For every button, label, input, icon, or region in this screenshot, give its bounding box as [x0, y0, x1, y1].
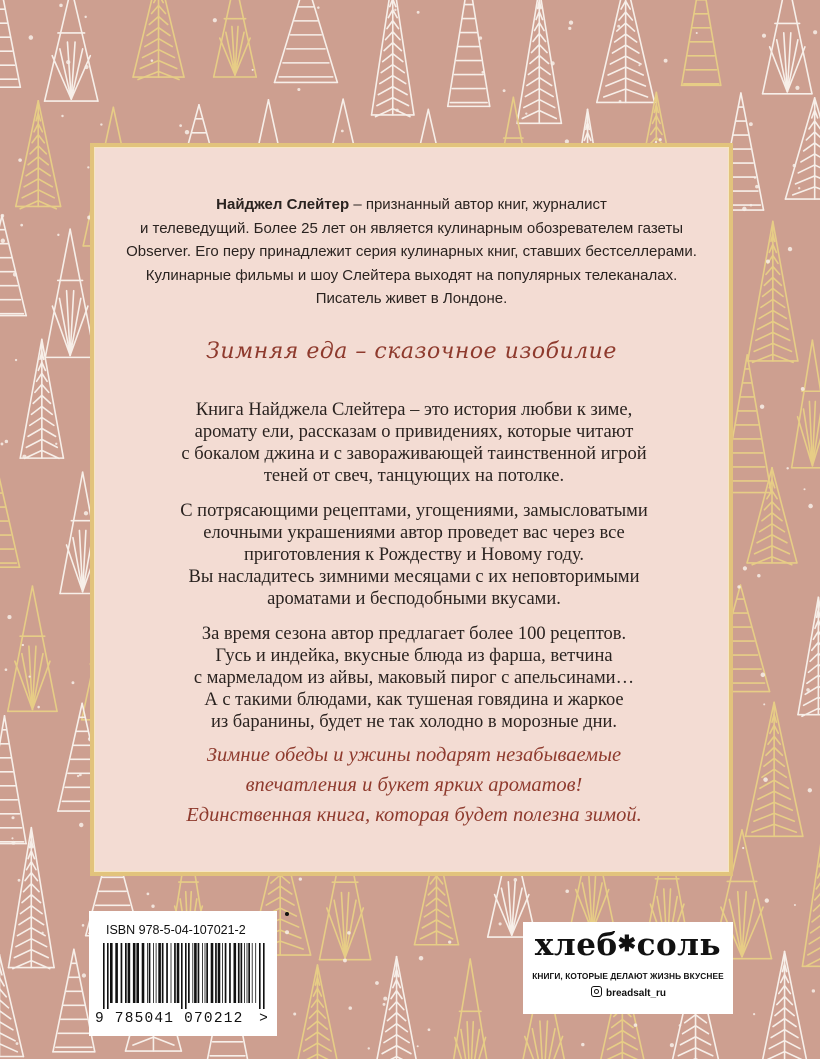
snow-dot: [79, 823, 83, 827]
snow-dot: [743, 566, 747, 570]
tree-decoration: [16, 101, 61, 209]
barcode-bar: [174, 943, 176, 1003]
text-line: За время сезона автор предлагает более 100 рецептов.: [201, 624, 627, 644]
tree-decoration: [275, 0, 338, 82]
barcode-guard-bar: [107, 943, 109, 1009]
tree-decoration: [214, 0, 257, 77]
snow-dot: [341, 130, 344, 133]
publisher-slogan: КНИГИ, КОТОРЫЕ ДЕЛАЮТ ЖИЗНЬ ВКУСНЕЕ: [532, 971, 724, 981]
snow-dot: [765, 898, 769, 902]
snow-dot: [750, 204, 753, 207]
snow-dot: [84, 511, 88, 515]
snow-dot: [7, 615, 11, 619]
barcode-bar: [206, 943, 208, 1003]
text-line: с бокалом джина и с завораживающей таинственной игрой: [181, 444, 647, 464]
barcode-image: [103, 943, 265, 1009]
snow-dot: [293, 1013, 296, 1016]
snow-dot: [394, 9, 396, 11]
snow-dot: [766, 260, 770, 264]
snow-dot: [763, 777, 768, 782]
snow-dot: [11, 837, 13, 839]
tree-decoration: [517, 0, 561, 123]
tree-decoration: [798, 597, 820, 716]
text-line: с мармеладом из айвы, маковый пирог с апельсинами…: [193, 668, 635, 688]
barcode-bar: [149, 943, 151, 1003]
tree-decoration: [757, 952, 812, 1059]
tree-decoration: [785, 98, 820, 199]
text-line: Гусь и индейка, вкусные блюда из фарша, ветчина: [215, 646, 613, 666]
barcode-bar: [115, 943, 118, 1003]
snow-dot: [285, 930, 289, 934]
text-line: приготовления к Рождеству и Новому году.: [243, 545, 585, 565]
barcode-bar: [121, 943, 123, 1003]
snow-dot: [1, 214, 5, 218]
snow-dot: [801, 387, 805, 391]
text-line: Книга Найджела Слейтера – это история любви к зиме,: [195, 400, 633, 420]
snow-dot: [11, 841, 15, 845]
snow-dot: [417, 11, 420, 14]
snow-dot: [396, 109, 399, 112]
barcode-guard-bar: [103, 943, 105, 1009]
tree-decoration: [0, 0, 20, 87]
text-line: впечатления и букет ярких ароматов!: [245, 774, 583, 796]
snow-dot: [368, 1047, 370, 1049]
barcode-bar: [166, 943, 168, 1003]
snow-dot: [503, 89, 506, 92]
snow-dot: [383, 997, 387, 1001]
publisher-logo-right: соль: [636, 927, 722, 963]
ean-digits: [95, 1011, 273, 1027]
snow-dot: [479, 36, 482, 39]
headline: Зимняя еда – сказочное изобилие: [206, 339, 617, 364]
author-bio-line: Писатель живет в Лондоне.: [315, 290, 508, 307]
snow-dot: [565, 889, 569, 893]
publisher-logo-left: хлеб: [534, 927, 618, 963]
tree-decoration: [597, 0, 655, 102]
author-bio-line: и телеведущий. Более 25 лет он является кулинарным обозревателем газеты: [139, 219, 684, 237]
snow-dot: [581, 1043, 584, 1046]
tree-decoration: [763, 0, 812, 94]
text-line: елочными украшениями автор проведет вас через все: [203, 523, 625, 543]
snow-dot: [742, 847, 744, 849]
snow-dot: [84, 65, 88, 69]
tree-decoration: [747, 468, 797, 565]
snow-dot: [696, 32, 698, 34]
snow-dot: [793, 164, 796, 167]
tree-decoration: [802, 836, 820, 966]
snow-dot: [808, 504, 813, 509]
snow-dot: [550, 61, 554, 65]
barcode-bar: [244, 943, 245, 1003]
tree-decoration: [682, 0, 721, 85]
snow-dot: [343, 959, 347, 963]
snow-dot: [57, 234, 59, 236]
snow-dot: [61, 115, 63, 117]
snow-dot: [41, 932, 43, 934]
barcode-bar: [215, 943, 217, 1003]
publisher-logo-box: [523, 922, 733, 1014]
barcode-bar: [128, 943, 131, 1003]
snow-dot: [760, 404, 764, 408]
ean-quiet-zone-marker: >: [259, 1011, 269, 1027]
snow-dot: [794, 904, 796, 906]
snow-dot: [568, 27, 571, 30]
snow-dot: [22, 644, 24, 646]
closing-statement: [104, 740, 724, 830]
text-line: ароматами и бесподобными вкусами.: [267, 589, 561, 609]
snow-dot: [659, 138, 662, 141]
tree-decoration: [0, 716, 26, 844]
tree-decoration: [133, 0, 184, 80]
snow-dot: [383, 1003, 386, 1006]
snow-dot: [185, 130, 189, 134]
text-line: Единственная книга, которая будет полезна зимой.: [186, 804, 642, 826]
text-line: аромату ели, рассказам о привидениях, которые читают: [194, 422, 634, 442]
tree-decoration: [449, 959, 492, 1059]
snow-dot: [761, 673, 766, 678]
snow-dot: [82, 924, 85, 927]
text-line: Вы насладитесь зимними месяцами с их неповторимыми: [188, 567, 640, 587]
snow-dot: [37, 706, 40, 709]
snow-dot: [77, 775, 79, 777]
tree-decoration: [448, 0, 490, 106]
description-paragraph-3: [114, 623, 714, 733]
snow-dot: [737, 585, 740, 588]
barcode-bar: [241, 943, 243, 1003]
decorative-dot: [285, 912, 289, 916]
snow-dot: [82, 973, 86, 977]
tree-decoration: [792, 340, 820, 468]
snow-dot: [347, 931, 351, 935]
snow-dot: [808, 788, 812, 792]
snow-dot: [79, 773, 82, 776]
barcode-bar: [133, 943, 136, 1003]
barcode-bar: [125, 943, 127, 1003]
snow-dot: [29, 676, 31, 678]
snow-dot: [679, 1024, 682, 1027]
snow-dot: [1, 239, 5, 243]
snow-dot: [762, 34, 766, 38]
snow-dot: [11, 816, 14, 819]
barcode-bar: [255, 943, 256, 1003]
snow-dot: [213, 18, 217, 22]
snow-dot: [5, 440, 8, 443]
snow-dot: [428, 1028, 431, 1031]
tree-decoration: [0, 216, 26, 316]
snow-dot: [757, 574, 760, 577]
snow-dot: [55, 443, 57, 445]
barcode-bar: [247, 943, 248, 1003]
barcode-guard-bar: [259, 943, 261, 1009]
snow-dot: [317, 6, 320, 9]
snow-dot: [514, 878, 518, 882]
ean-code: 9 785041 070212: [95, 1011, 244, 1027]
barcode-guard-bar: [263, 943, 265, 1009]
snow-dot: [788, 247, 792, 251]
snow-dot: [59, 4, 63, 8]
snow-dot: [795, 86, 799, 90]
author-bio-line: Кулинарные фильмы и шоу Слейтера выходят на популярных телеканалах.: [145, 266, 678, 284]
barcode-bar: [147, 943, 148, 1003]
barcode-bar: [238, 943, 240, 1003]
snow-dot: [5, 668, 8, 671]
barcode-bar: [136, 943, 139, 1003]
snow-dot: [100, 123, 102, 125]
snow-dot: [813, 30, 817, 34]
text-panel: [90, 143, 733, 876]
text-line: А с такими блюдами, как тушеная говядина и жаркое: [204, 690, 624, 710]
snow-dot: [16, 1042, 19, 1045]
tree-decoration: [374, 957, 418, 1059]
snow-dot: [297, 88, 300, 91]
snow-dot: [753, 1013, 755, 1015]
snow-dot: [786, 467, 788, 469]
barcode-bar: [252, 943, 253, 1003]
snow-dot: [481, 71, 484, 74]
barcode-bar: [194, 943, 197, 1003]
barcode-bar: [229, 943, 231, 1003]
snow-dot: [66, 60, 70, 64]
snow-dot: [13, 272, 17, 276]
snow-dot: [147, 893, 150, 896]
tree-decoration: [293, 965, 341, 1059]
snow-dot: [151, 59, 154, 62]
snow-dot: [419, 956, 424, 961]
snow-dot: [72, 681, 75, 684]
barcode-bar: [202, 943, 203, 1003]
snow-dot: [754, 176, 756, 178]
barcode-bar: [198, 943, 200, 1003]
snow-dot: [798, 187, 800, 189]
snow-dot: [749, 122, 753, 126]
snow-dot: [252, 69, 254, 71]
barcode-bar: [153, 943, 154, 1003]
text-line: теней от свеч, танцующих на потолке.: [263, 466, 565, 486]
description-paragraph-2: [114, 500, 714, 610]
tree-decoration: [0, 955, 23, 1057]
barcode-bar: [222, 943, 223, 1003]
snow-dot: [755, 185, 759, 189]
barcode-label: [89, 911, 277, 1036]
snow-dot: [634, 1023, 638, 1027]
tree-decoration: [745, 702, 802, 836]
snow-dot: [499, 922, 502, 925]
barcode-bar: [234, 943, 237, 1003]
star-icon: ✱: [617, 931, 637, 957]
snow-dot: [84, 16, 86, 18]
snow-dot: [525, 112, 527, 114]
tree-decoration: [8, 586, 57, 711]
snow-dot: [812, 989, 815, 992]
barcode-bar: [211, 943, 214, 1003]
publisher-logo: [523, 927, 733, 963]
tree-decoration: [45, 229, 95, 357]
snow-dot: [803, 488, 805, 490]
snow-dot: [375, 981, 379, 985]
author-bio-line: – признанный автор книг, журналист: [349, 196, 607, 213]
barcode-bar: [225, 943, 227, 1003]
snow-dot: [299, 877, 302, 880]
tree-decoration: [372, 0, 414, 117]
isbn-number: ISBN 978-5-04-107021-2: [106, 923, 246, 937]
text-line: С потрясающими рецептами, угощениями, замысловатыми: [180, 501, 648, 521]
snow-dot: [619, 100, 622, 103]
barcode-bar: [177, 943, 180, 1003]
snow-dot: [638, 64, 640, 66]
snow-dot: [18, 879, 21, 882]
barcode-bar: [158, 943, 161, 1003]
tree-decoration: [0, 465, 20, 567]
author-bio: [94, 193, 729, 311]
text-line: из баранины, будет не так холодно в морозные дни.: [210, 712, 618, 732]
snow-dot: [569, 20, 573, 24]
barcode-guard-bar: [181, 943, 183, 1009]
tree-decoration: [8, 828, 54, 969]
snow-dot: [742, 207, 746, 211]
snow-dot: [617, 25, 620, 28]
snow-dot: [151, 905, 154, 908]
text-line: Зимние обеды и ужины подарят незабываемые: [206, 744, 622, 766]
barcode-bar: [188, 943, 190, 1003]
barcode-bar: [110, 943, 113, 1003]
author-name: Найджел Слейтер: [216, 196, 350, 213]
snow-dot: [22, 455, 26, 459]
snow-dot: [18, 158, 22, 162]
barcode-bar: [205, 943, 206, 1003]
publisher-instagram: [591, 986, 666, 999]
instagram-icon: [591, 986, 602, 997]
barcode-guard-bar: [185, 943, 187, 1009]
barcode-bar: [192, 943, 193, 1003]
barcode-bar: [142, 943, 145, 1003]
snow-dot: [417, 1045, 419, 1047]
snow-dot: [670, 1043, 674, 1047]
barcode-bar: [218, 943, 221, 1003]
snow-dot: [179, 124, 182, 127]
snow-dot: [448, 940, 451, 943]
snow-dot: [806, 688, 810, 692]
snow-dot: [1, 443, 4, 446]
author-bio-line: Observer. Его перу принадлежит серия кулинарных книг, ставших бестселлерами.: [126, 243, 697, 260]
snow-dot: [763, 703, 765, 705]
tree-decoration: [748, 221, 798, 362]
snow-dot: [664, 59, 668, 63]
tree-decoration: [45, 0, 98, 101]
snow-dot: [29, 35, 34, 40]
instagram-handle: breadsalt_ru: [606, 988, 667, 999]
snow-dot: [15, 359, 17, 361]
barcode-bar: [156, 943, 157, 1003]
description-paragraph-1: [114, 399, 714, 487]
snow-dot: [20, 224, 23, 227]
barcode-bar: [248, 943, 250, 1003]
barcode-bar: [162, 943, 164, 1003]
barcode-bar: [171, 943, 172, 1003]
snow-dot: [348, 1006, 352, 1010]
